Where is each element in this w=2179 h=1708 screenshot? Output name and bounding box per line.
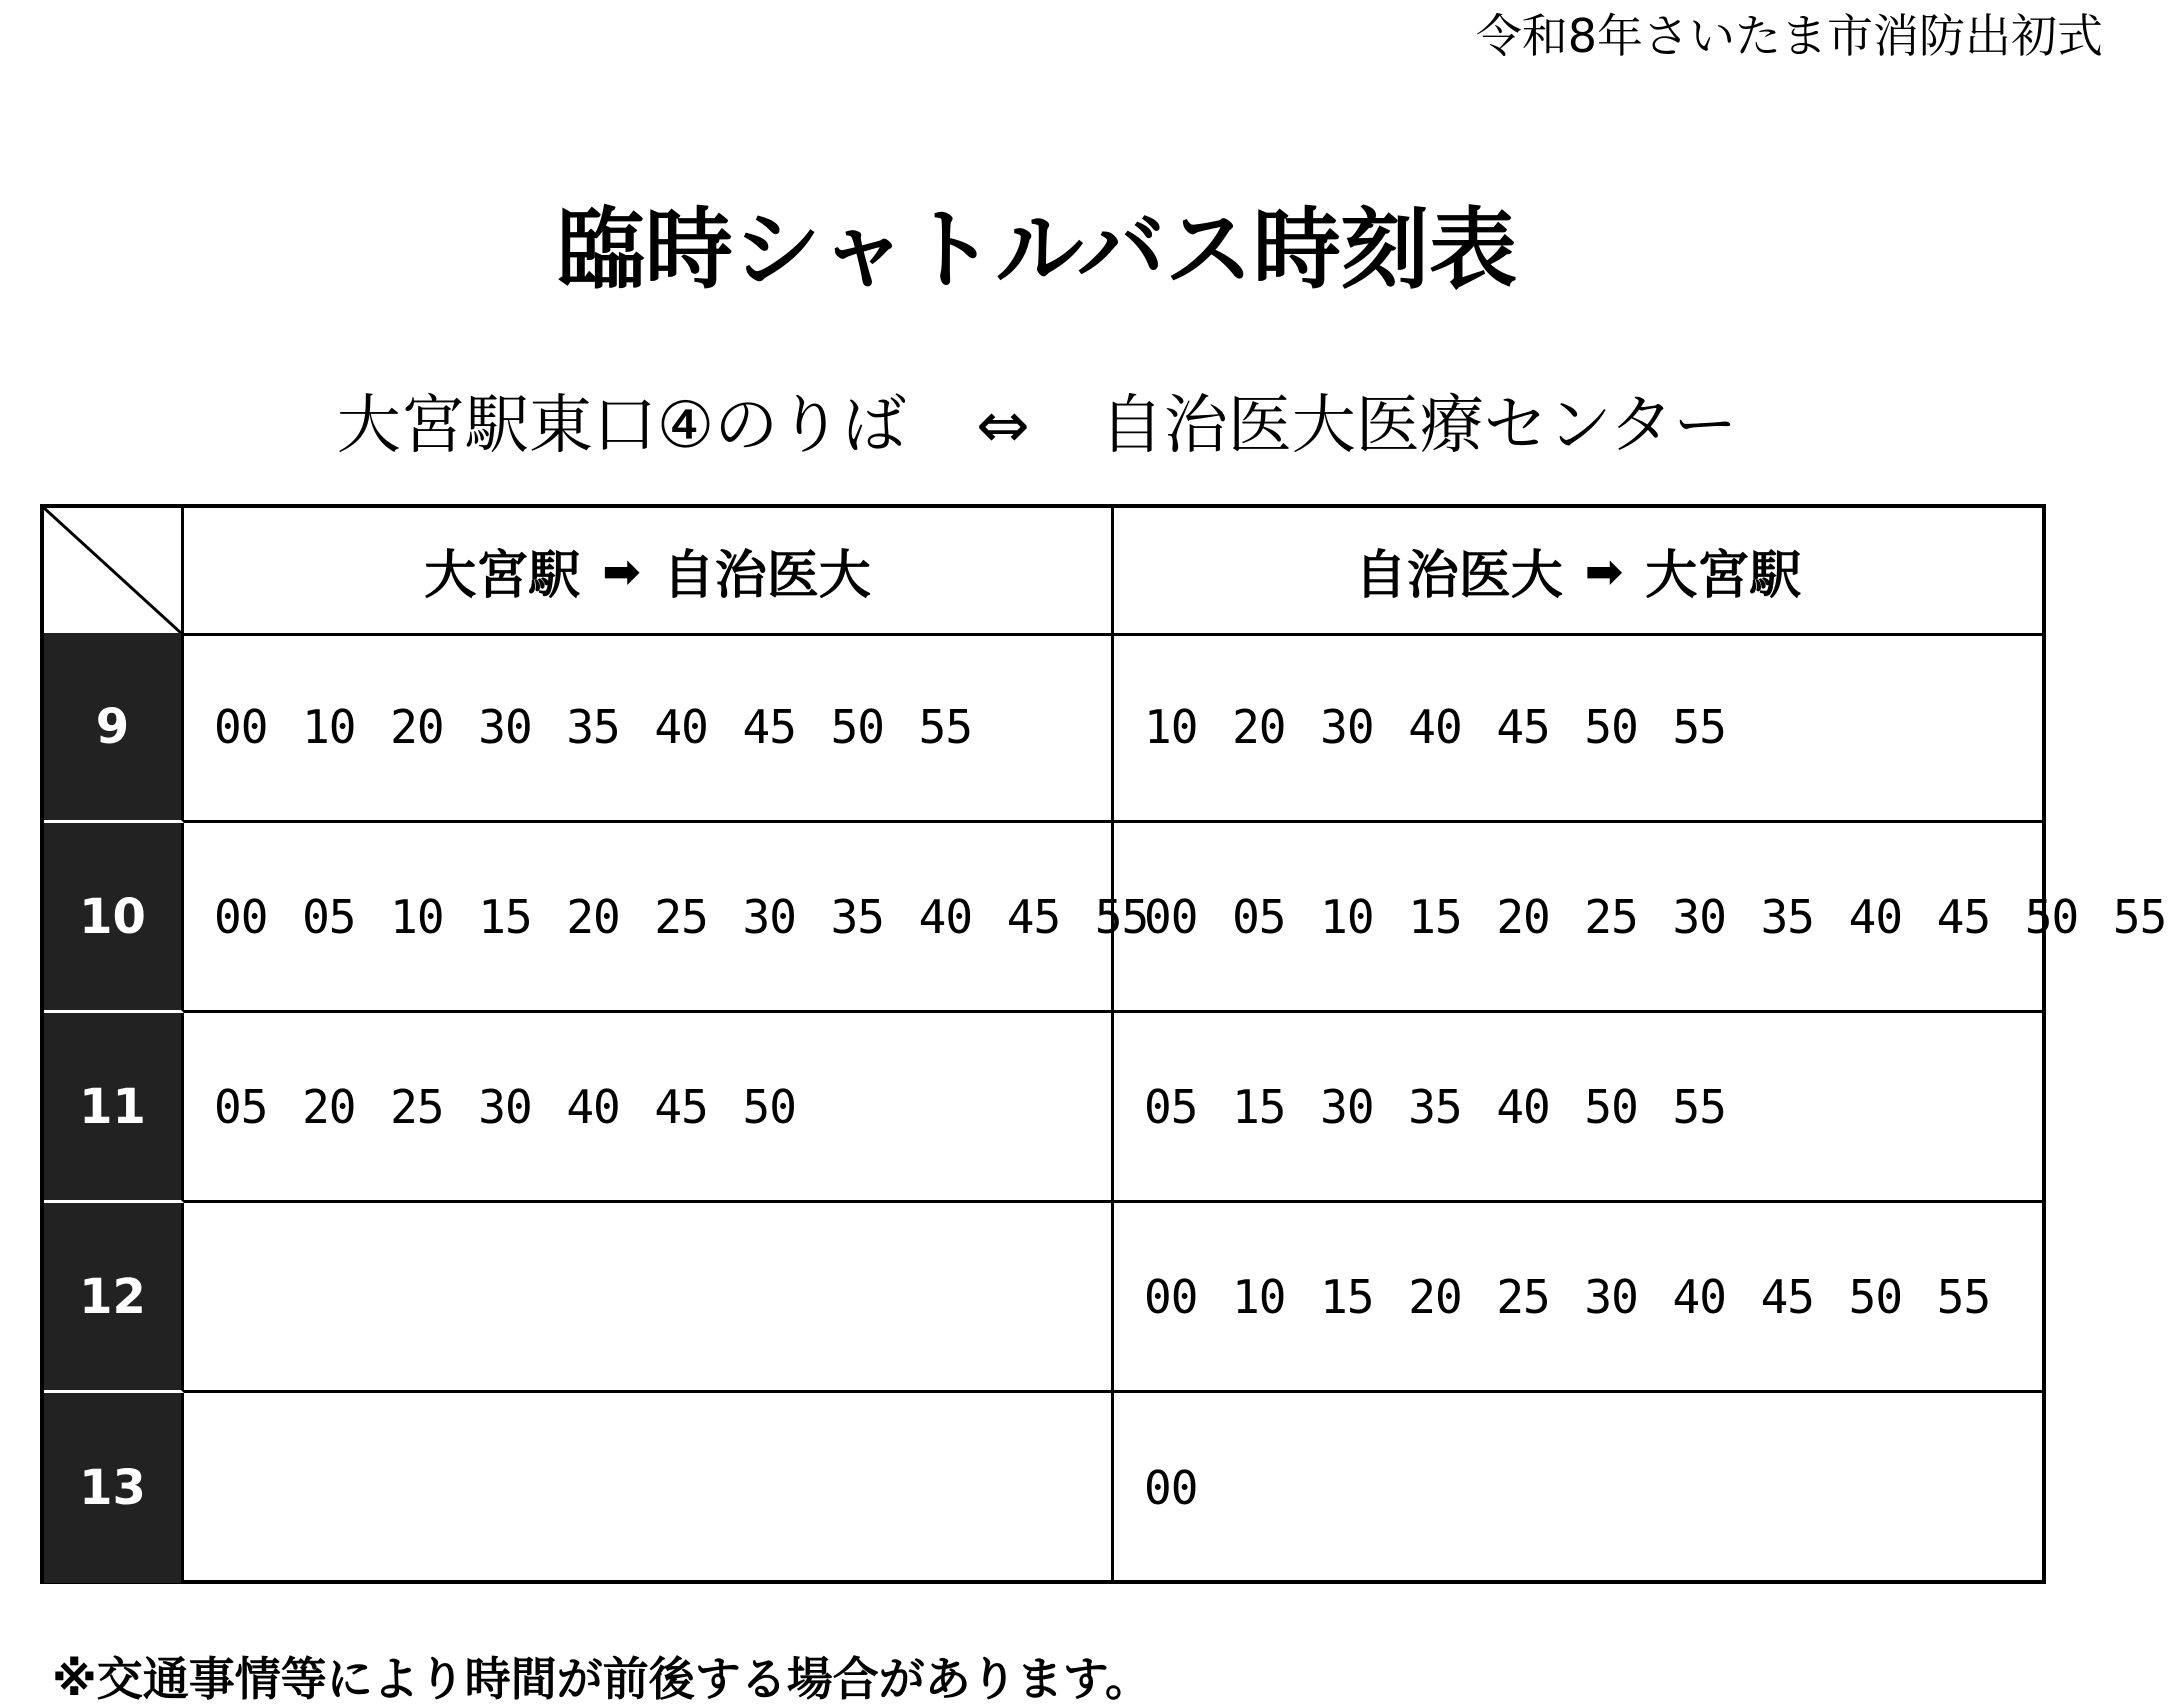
route-from: 大宮駅東口④のりば <box>336 389 907 463</box>
bidirectional-arrow-icon: ⇔ <box>976 389 1030 463</box>
table-row <box>44 633 2042 823</box>
outbound-minutes <box>184 1203 1114 1393</box>
inbound-minutes: 00 05 10 15 20 25 30 35 40 45 50 55 <box>1114 823 2042 1013</box>
timetable <box>40 504 2167 1584</box>
column-header-outbound <box>184 508 1114 633</box>
page-title: 臨時シャトルバス時刻表 <box>556 198 1518 301</box>
table-row <box>44 1013 2042 1203</box>
hour-cell: 12 <box>44 1203 184 1393</box>
right-arrow-icon: ➡ <box>1584 543 1624 598</box>
table-header-row <box>44 508 2042 636</box>
outbound-minutes: 00 10 20 30 35 40 45 50 55 <box>184 633 1114 823</box>
table-row <box>44 1393 2042 1583</box>
hour-cell: 11 <box>44 1013 184 1203</box>
inbound-minutes: 10 20 30 40 45 50 55 <box>1114 633 2042 823</box>
table-row <box>44 823 2167 1013</box>
hour-cell: 13 <box>44 1393 184 1583</box>
route-line <box>0 386 2074 466</box>
right-arrow-icon: ➡ <box>602 543 641 598</box>
event-label: 令和8年さいたま市消防出初式 <box>1475 9 2103 63</box>
hour-cell: 9 <box>44 633 184 823</box>
column-header-to: 大宮駅 <box>1645 546 1802 606</box>
outbound-minutes <box>184 1393 1114 1583</box>
outbound-minutes: 05 20 25 30 40 45 50 <box>184 1013 1114 1203</box>
inbound-minutes: 00 10 15 20 25 30 40 45 50 55 <box>1114 1203 2042 1393</box>
outbound-minutes: 00 05 10 15 20 25 30 35 40 45 55 <box>184 823 1114 1013</box>
diagonal-divider <box>44 508 181 633</box>
column-header-from: 大宮駅 <box>424 546 581 606</box>
column-header-to: 自治医大 <box>662 546 871 606</box>
route-to: 自治医大医療センター <box>1099 389 1738 463</box>
hour-cell: 10 <box>44 823 184 1013</box>
inbound-minutes: 00 <box>1144 1461 1198 1515</box>
column-header-from: 自治医大 <box>1354 546 1563 606</box>
footnote: ※交通事情等により時間が前後する場合があります。 <box>52 1652 1152 1706</box>
corner-cell <box>44 508 184 633</box>
column-header-inbound <box>1114 508 2042 633</box>
inbound-minutes: 05 15 30 35 40 50 55 <box>1114 1013 2042 1203</box>
table-row <box>44 1203 2042 1393</box>
